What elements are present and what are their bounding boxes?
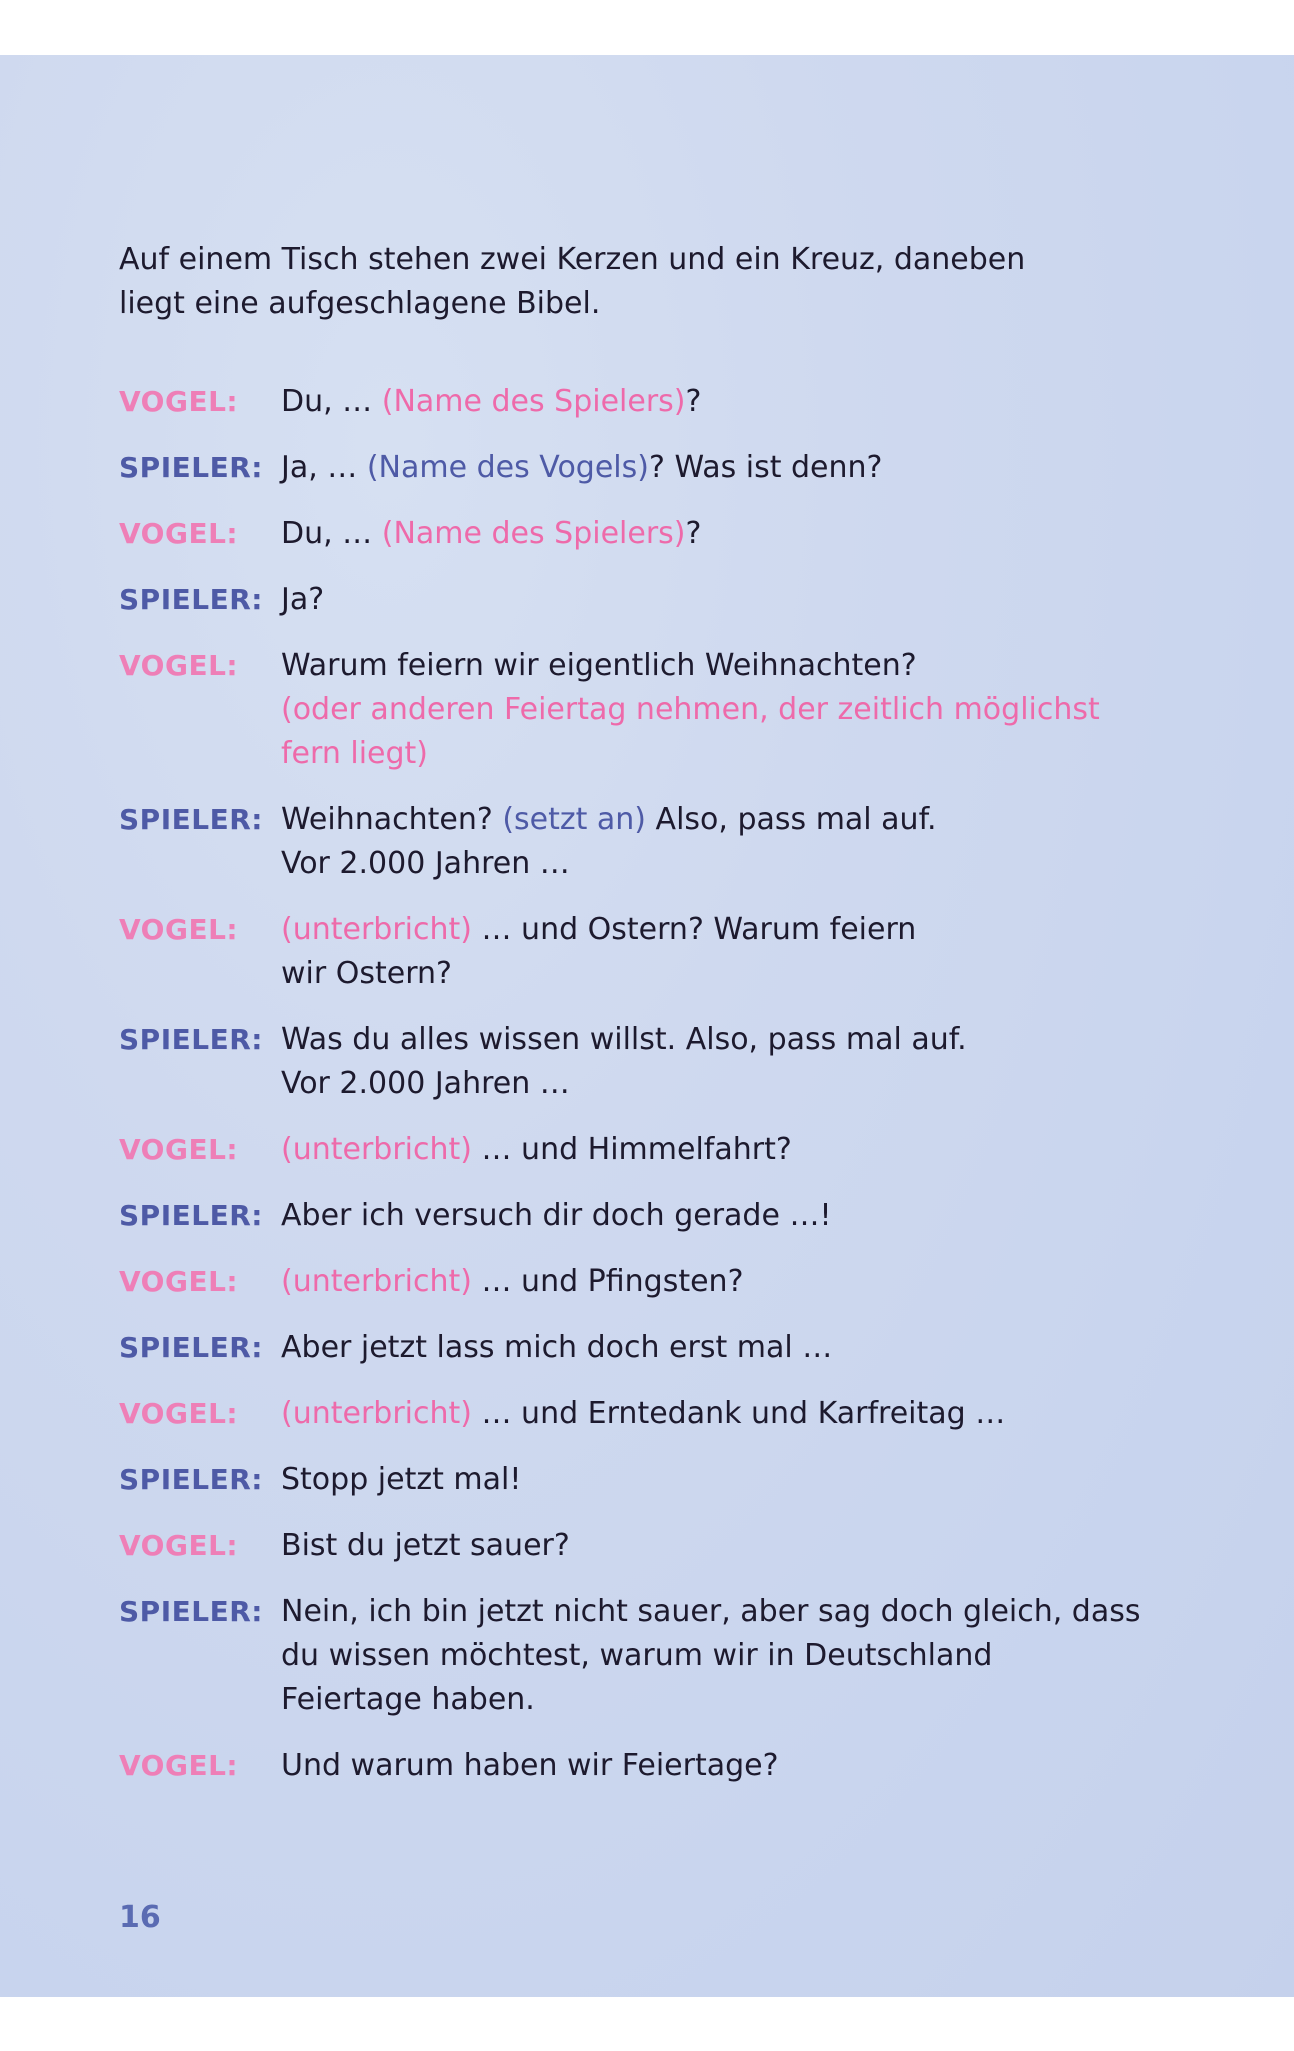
speaker-label-spieler: SPIELER: xyxy=(119,1023,263,1056)
speech-text xyxy=(281,578,1141,622)
speech-text xyxy=(281,1392,1141,1436)
stage-note: (Name des Spielers) xyxy=(381,516,686,551)
spoken-text: Nein, ich bin jetzt nicht sauer, aber sag doch gleich, dass du wissen möchtest, warum wir in Deutschland Feiertage haben. xyxy=(281,1594,1141,1717)
speech-text xyxy=(281,1018,1141,1106)
dialogue-line xyxy=(119,1018,1179,1106)
speaker-label-spieler: SPIELER: xyxy=(119,1199,263,1232)
stage-direction: Auf einem Tisch stehen zwei Kerzen und ein Kreuz, daneben liegt eine aufgeschlagene Bibel. xyxy=(119,242,1026,321)
speech-text xyxy=(281,1590,1141,1722)
speech-text xyxy=(281,380,1141,424)
spoken-text: Aber ich versuch dir doch gerade …! xyxy=(281,1198,832,1233)
spoken-text: Also, pass mal auf. xyxy=(646,802,937,837)
dialogue-line xyxy=(119,644,1179,776)
dialogue-line xyxy=(119,1260,1179,1304)
stage-note: (unterbricht) xyxy=(281,1264,472,1299)
spoken-text: … und Pfingsten? xyxy=(471,1264,744,1299)
speech-text xyxy=(281,1458,1141,1502)
speech-text xyxy=(281,446,1141,490)
speaker-label-spieler: SPIELER: xyxy=(119,1463,263,1496)
dialogue-line xyxy=(119,1458,1179,1502)
stage-note: (Name des Spielers) xyxy=(381,384,686,419)
speech-text xyxy=(281,1128,1141,1172)
speaker-label-vogel: VOGEL: xyxy=(119,1265,239,1298)
dialogue-line xyxy=(119,1326,1179,1370)
spoken-text: Vor 2.000 Jahren … xyxy=(281,846,570,881)
spoken-text: Aber jetzt lass mich doch erst mal … xyxy=(281,1330,833,1365)
stage-note: (oder anderen Feiertag nehmen, der zeitlich möglichst fern liegt) xyxy=(281,692,1100,771)
spoken-text: … und Erntedank und Karfreitag … xyxy=(471,1396,1006,1431)
dialogue-line xyxy=(119,1744,1179,1788)
speaker-label-vogel: VOGEL: xyxy=(119,1749,239,1782)
dialogue-line xyxy=(119,798,1179,886)
dialogue-line xyxy=(119,1194,1179,1238)
spoken-text: … und Ostern? Warum feiern xyxy=(471,912,917,947)
speaker-label-vogel: VOGEL: xyxy=(119,517,239,550)
spoken-text: ? Was ist denn? xyxy=(648,450,883,485)
dialogue-line xyxy=(119,1590,1179,1722)
speaker-label-spieler: SPIELER: xyxy=(119,1595,263,1628)
speech-text xyxy=(281,908,1141,996)
spoken-text: ? xyxy=(685,384,702,419)
speaker-label-spieler: SPIELER: xyxy=(119,803,263,836)
spoken-text: Warum feiern wir eigentlich Weihnachten? xyxy=(281,648,917,683)
spoken-text: wir Ostern? xyxy=(281,956,452,991)
speech-text xyxy=(281,1194,1141,1238)
spoken-text: Ja, … xyxy=(281,450,367,485)
spoken-text: ? xyxy=(685,516,702,551)
dialogue-line xyxy=(119,578,1179,622)
speech-text xyxy=(281,1260,1141,1304)
speaker-label-spieler: SPIELER: xyxy=(119,583,263,616)
stage-note: (unterbricht) xyxy=(281,1396,472,1431)
spoken-text: … und Himmelfahrt? xyxy=(471,1132,792,1167)
speech-text xyxy=(281,1524,1141,1568)
speaker-label-vogel: VOGEL: xyxy=(119,1133,239,1166)
dialogue-line xyxy=(119,1392,1179,1436)
speech-text xyxy=(281,1326,1141,1370)
spoken-text: Stopp jetzt mal! xyxy=(281,1462,522,1497)
speech-text xyxy=(281,1744,1141,1788)
speaker-label-vogel: VOGEL: xyxy=(119,1397,239,1430)
spoken-text: Du, … xyxy=(281,516,382,551)
spoken-text: Weihnachten? xyxy=(281,802,503,837)
dialogue-line xyxy=(119,908,1179,996)
spoken-text: Ja? xyxy=(281,582,325,617)
stage-note: (unterbricht) xyxy=(281,1132,472,1167)
stage-note: (unterbricht) xyxy=(281,912,472,947)
spoken-text: Du, … xyxy=(281,384,382,419)
speech-text xyxy=(281,512,1141,556)
dialogue-line xyxy=(119,446,1179,490)
speaker-label-vogel: VOGEL: xyxy=(119,913,239,946)
dialogue xyxy=(119,380,1179,1810)
stage-note: (setzt an) xyxy=(502,802,647,837)
speaker-label-spieler: SPIELER: xyxy=(119,451,263,484)
spoken-text: Vor 2.000 Jahren … xyxy=(281,1066,570,1101)
page xyxy=(0,55,1294,1997)
spoken-text: Und warum haben wir Feiertage? xyxy=(281,1748,779,1783)
spoken-text: Was du alles wissen willst. Also, pass mal auf. xyxy=(281,1022,967,1057)
dialogue-line xyxy=(119,380,1179,424)
speech-text xyxy=(281,644,1141,776)
stage-note: (Name des Vogels) xyxy=(366,450,649,485)
speaker-label-spieler: SPIELER: xyxy=(119,1331,263,1364)
speaker-label-vogel: VOGEL: xyxy=(119,649,239,682)
spoken-text: Bist du jetzt sauer? xyxy=(281,1528,570,1563)
speaker-label-vogel: VOGEL: xyxy=(119,385,239,418)
dialogue-line xyxy=(119,512,1179,556)
page-number: 16 xyxy=(119,1900,161,1935)
dialogue-line xyxy=(119,1524,1179,1568)
speech-text xyxy=(281,798,1141,886)
dialogue-line xyxy=(119,1128,1179,1172)
speaker-label-vogel: VOGEL: xyxy=(119,1529,239,1562)
